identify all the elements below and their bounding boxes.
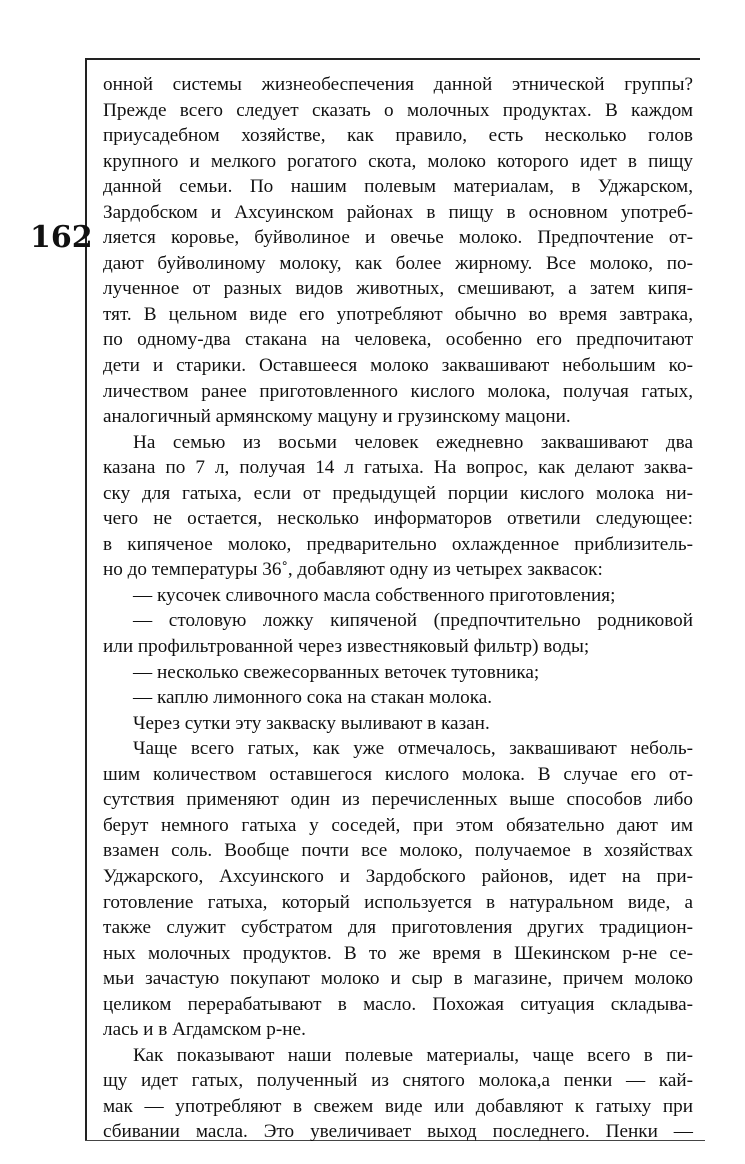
text-line: лась и в Агдамском р-не. xyxy=(103,1019,306,1041)
text-line: щу идет гатых, полученный из снятого молока,а пенки — кай- xyxy=(103,1070,693,1092)
text-line: готовление гатыха, который используется в натуральном виде, а xyxy=(103,891,693,913)
text-line: или профильтрованной через известняковый фильтр) воды; xyxy=(103,636,590,658)
text-line: Прежде всего следует сказать о молочных продуктах. В каждом xyxy=(103,99,693,121)
text-line: аналогичный армянскому мацуну и грузинскому мацони. xyxy=(103,406,571,428)
text-line: Как показывают наши полевые материалы, чаще всего в пи- xyxy=(133,1044,693,1066)
text-line: На семью из восьми человек ежедневно заквашивают два xyxy=(133,431,693,453)
text-line: сутствия применяют один из перечисленных выше способов либо xyxy=(103,789,693,811)
text-line: крупного и мелкого рогатого скота, молоко которого идет в пищу xyxy=(103,150,693,172)
text-line: по одному-два стакана на человека, особенно его предпочитают xyxy=(103,329,693,351)
text-line: личеством ранее приготовленного кислого молока, получая гатых, xyxy=(103,380,693,402)
top-rule xyxy=(85,58,700,60)
text-line: чего не остается, несколько информаторов ответили следующее: xyxy=(103,508,693,530)
text-line: взамен соль. Вообще почти все молоко, получаемое в хозяйствах xyxy=(103,840,693,862)
text-line: берут немного гатыха у соседей, при этом обязательно дают им xyxy=(103,814,693,836)
text-line: дают буйволиному молоку, как более жирному. Все молоко, по- xyxy=(103,252,693,274)
text-line: онной системы жизнеобеспечения данной этнической группы? xyxy=(103,74,693,95)
text-line: в кипяченое молоко, предварительно охлажденное приблизитель- xyxy=(103,533,693,555)
text-line: — столовую ложку кипяченой (предпочтительно родниковой xyxy=(133,610,693,632)
text-line: данной семьи. По нашим полевым материалам, в Уджарском, xyxy=(103,176,693,198)
text-line: лученное от разных видов животных, смешивают, а затем кипя- xyxy=(103,278,693,300)
text-line: казана по 7 л, получая 14 л гатыха. На вопрос, как делают заква- xyxy=(103,457,693,479)
text-line: Уджарского, Ахсуинского и Зардобского районов, идет на при- xyxy=(103,865,693,887)
text-line: — каплю лимонного сока на стакан молока. xyxy=(133,687,493,709)
text-line: дети и старики. Оставшееся молоко заквашивают небольшим ко- xyxy=(103,355,693,377)
text-line: шим количеством оставшегося кислого молока. В случае его от- xyxy=(103,763,693,785)
page-number: 162 xyxy=(30,220,93,255)
text-line: но до температуры 36˚, добавляют одну из четырех заквасок: xyxy=(103,559,603,581)
text-line: приусадебном хозяйстве, как правило, есть несколько голов xyxy=(103,125,693,147)
text-line: ску для гатыха, если от предыдущей порции кислого молока ни- xyxy=(103,482,693,504)
text-line: Зардобском и Ахсуинском районах в пищу в основном употреб- xyxy=(103,201,693,223)
text-line: ляется коровье, буйволиное и овечье молоко. Предпочтение от- xyxy=(103,227,693,249)
text-line: Чаще всего гатых, как уже отмечалось, заквашивают неболь- xyxy=(133,738,693,760)
text-line: — кусочек сливочного масла собственного приготовления; xyxy=(133,584,616,606)
text-line: — несколько свежесорванных веточек тутовника; xyxy=(133,661,540,683)
text-line: мьи зачастую покупают молоко и сыр в магазине, причем молоко xyxy=(103,968,693,990)
text-line: также служит субстратом для приготовления других традицион- xyxy=(103,917,693,939)
text-line: мак — употребляют в свежем виде или добавляют к гатыху при xyxy=(103,1095,693,1117)
text-line: ных молочных продуктов. В то же время в Шекинском р-не се- xyxy=(103,942,693,964)
text-line: Через сутки эту закваску выливают в казан. xyxy=(133,712,490,734)
text-line: тят. В цельном виде его употребляют обычно во время завтрака, xyxy=(103,303,693,325)
text-line: целиком перерабатывают в масло. Похожая ситуация складыва- xyxy=(103,993,693,1015)
text-line: сбивании масла. Это увеличивает выход последнего. Пенки — xyxy=(103,1121,693,1143)
body-text xyxy=(103,72,693,1145)
